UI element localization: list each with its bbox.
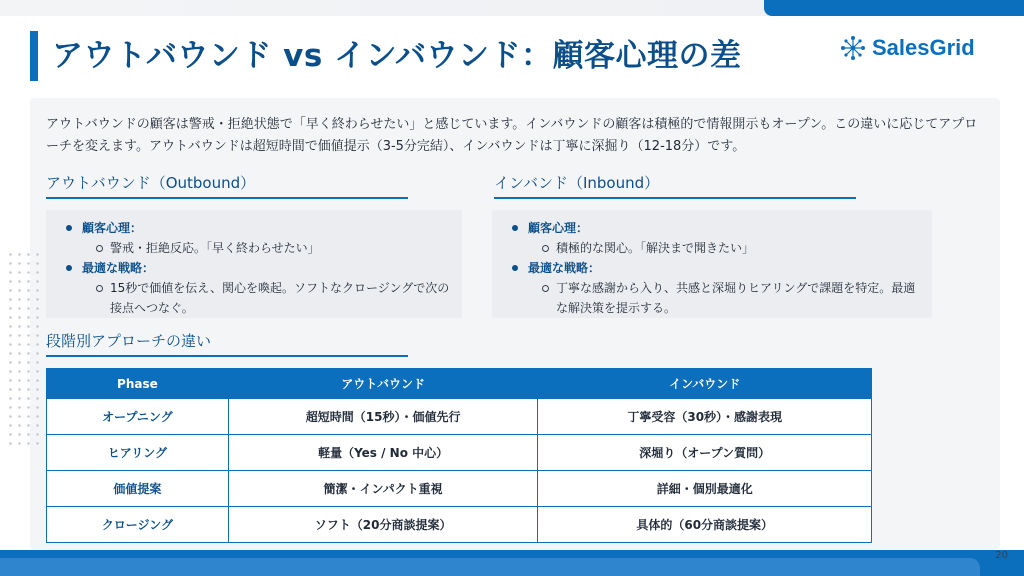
header-phase: Phase: [47, 369, 229, 399]
outbound-cell: 軽量（Yes / No 中心）: [228, 435, 538, 471]
phase-cell: ヒアリング: [47, 435, 229, 471]
inbound-cell: 丁寧受容（30秒）・感謝表現: [538, 399, 872, 435]
outbound-card: [46, 210, 462, 318]
header-inbound: インバウンド: [538, 369, 872, 399]
grid-network-icon: [840, 35, 866, 61]
table-row: [47, 507, 872, 543]
outbound-cell: 超短時間（15秒）・価値先行: [228, 399, 538, 435]
inbound-strategy-text: 丁寧な感謝から入り、共感と深堀りヒアリングで課題を特定。最適な解決策を提示する。: [512, 278, 920, 318]
inbound-cell: 深堀り（オープン質問）: [538, 435, 872, 471]
outbound-strategy-label: 最適な戦略：: [66, 258, 450, 278]
inbound-card: [492, 210, 932, 318]
table-row: [47, 471, 872, 507]
outbound-mind-text: 警戒・拒絶反応。「早く終わらせたい」: [66, 238, 450, 258]
header-outbound: アウトバウンド: [228, 369, 538, 399]
slide-title: アウトバウンド vs インバウンド：顧客心理の差: [52, 38, 742, 74]
outbound-strategy-text: 15秒で価値を伝え、関心を喚起。ソフトなクロージングで次の接点へつなぐ。: [66, 278, 450, 318]
outbound-mind-label: 顧客心理：: [66, 218, 450, 238]
outbound-heading-underline: [46, 197, 408, 199]
table-heading: 段階別アプローチの違い: [46, 332, 212, 350]
inbound-heading: インバンド（Inbound）: [494, 174, 660, 192]
inbound-strategy-label: 最適な戦略：: [512, 258, 920, 278]
table-row: [47, 399, 872, 435]
inbound-mind-label: 顧客心理：: [512, 218, 920, 238]
inbound-mind-text: 積極的な関心。「解決まで聞きたい」: [512, 238, 920, 258]
table-header-row: [47, 369, 872, 399]
table-row: [47, 435, 872, 471]
outbound-heading: アウトバウンド（Outbound）: [46, 174, 256, 192]
phase-cell: クロージング: [47, 507, 229, 543]
table-heading-underline: [46, 355, 408, 357]
intro-paragraph: アウトバウンドの顧客は警戒・拒絶状態で「早く終わらせたい」と感じています。インバウンドの顧客は積極的で情報開示もオープン。この違いに応じてアプローチを変えます。アウトバウンドは超短時間で価値提示（3-5分完結）、インバウンドは丁寧に深掘り（12-18分）です。: [46, 117, 978, 154]
dot-pattern-decoration: [6, 250, 40, 450]
inbound-cell: 詳細・個別最適化: [538, 471, 872, 507]
outbound-cell: 簡潔・インパクト重視: [228, 471, 538, 507]
outbound-cell: ソフト（20分商談提案）: [228, 507, 538, 543]
top-accent-tab: [764, 0, 1024, 16]
page-number: 20: [995, 550, 1008, 561]
title-accent-bar: [30, 31, 38, 81]
phase-cell: 価値提案: [47, 471, 229, 507]
phase-cell: オープニング: [47, 399, 229, 435]
brand-logo: [826, 18, 996, 78]
bottom-band-accent: [0, 558, 980, 576]
logo-wordmark: SalesGrid: [872, 35, 975, 60]
inbound-cell: 具体的（60分商談提案）: [538, 507, 872, 543]
inbound-heading-underline: [494, 197, 856, 199]
phase-comparison-table: [46, 368, 872, 543]
